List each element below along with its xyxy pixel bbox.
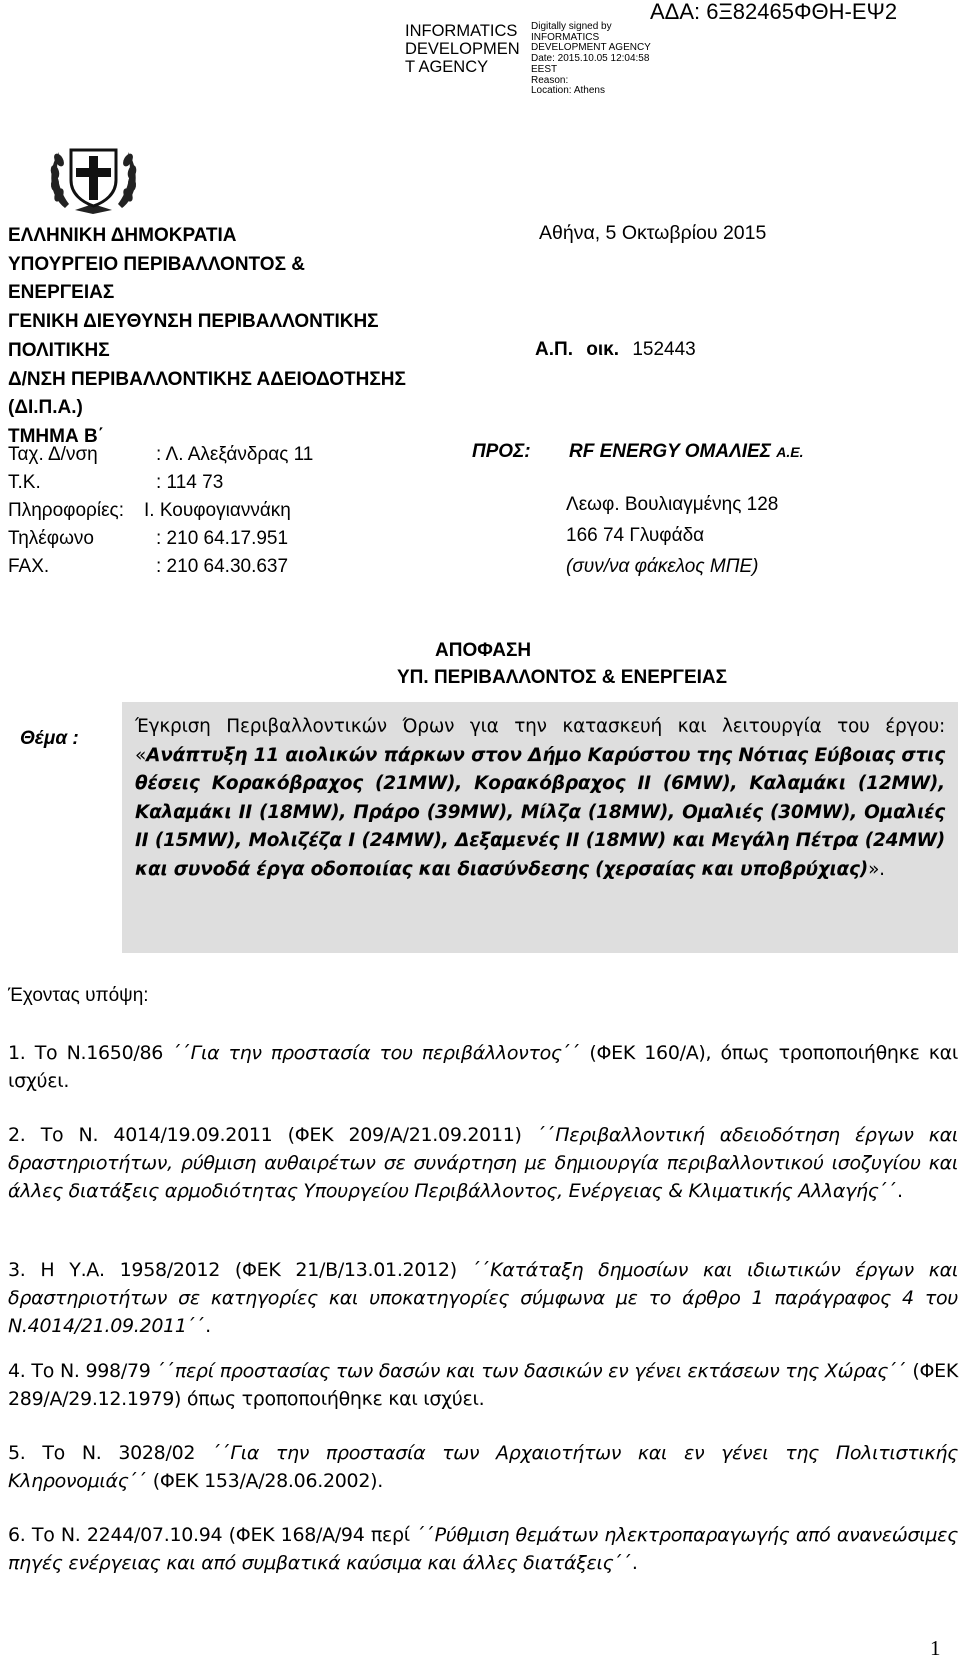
signature-org-line: T AGENCY: [405, 58, 489, 76]
header-line: (ΔΙ.Π.Α.): [8, 397, 83, 419]
subject-intro: Έγκριση Περιβαλλοντικών Όρων για την κατασκευή και λειτουργία του έργου: «: [135, 716, 945, 766]
item-quote: ΄΄: [172, 1042, 191, 1064]
contact-row: [8, 469, 224, 497]
protocol-number: [535, 339, 696, 361]
header-line: ΕΝΕΡΓΕΙΑΣ: [8, 282, 115, 304]
recipient-address-line: 166 74 Γλυφάδα: [566, 525, 705, 546]
item-number: 2.: [8, 1124, 26, 1146]
signature-org-line: DEVELOPMEN: [405, 40, 520, 58]
subject-end: ».: [868, 858, 885, 880]
subject-label: Θέμα :: [20, 728, 79, 749]
header-line: ΠΟΛΙΤΙΚΗΣ: [8, 339, 110, 361]
contact-label: Ταχ. Δ/νση: [8, 444, 98, 465]
item-quote: ΄΄: [888, 1360, 907, 1382]
item-pre: Το Ν.1650/86: [34, 1042, 173, 1064]
item-pre: Το Ν. 2244/07.10.94 (ΦΕΚ 168/Α/94 περί: [31, 1524, 417, 1546]
contact-value: : Λ. Αλεξάνδρας 11: [156, 444, 314, 465]
item-number: 6.: [8, 1524, 26, 1546]
item-title: Για την προστασία των Αρχαιοτήτων και εν γένει της Πολιτιστικής Κληρονομιάς: [8, 1442, 958, 1492]
contact-value: : 210 64.17.951: [156, 528, 289, 549]
recipient-name: [569, 441, 803, 463]
signature-details: [531, 22, 651, 97]
header-line: ΥΠΟΥΡΓΕΙΟ ΠΕΡΙΒΑΛΛΟΝΤΟΣ &: [8, 253, 305, 275]
protocol-value: 152443: [632, 339, 696, 360]
contact-row: [8, 497, 291, 525]
page-number: 1: [930, 1636, 941, 1660]
item-number: 3.: [8, 1259, 26, 1281]
item-pre: Το Ν. 998/79: [31, 1360, 157, 1382]
legal-basis-item: [8, 1439, 958, 1495]
recipient-label: ΠΡΟΣ:: [472, 441, 531, 462]
item-quote: ΄΄: [416, 1524, 435, 1546]
contact-label: Τηλέφωνο: [8, 528, 94, 549]
contact-details: [8, 441, 314, 581]
item-quote: ΄΄: [471, 1259, 491, 1281]
header-line: ΤΜΗΜΑ Β΄: [8, 425, 105, 447]
signature-organization: [405, 22, 520, 76]
recipient-address-line: Λεωφ. Βουλιαγμένης 128: [566, 494, 779, 515]
legal-basis-item: [8, 1521, 958, 1577]
item-quote: ΄΄: [128, 1470, 147, 1492]
signature-meta-line: Location: Athens: [531, 85, 605, 97]
ada-code: ΑΔΑ: 6Ξ82465ΦΘΗ-ΕΨ2: [650, 0, 898, 24]
protocol-oik: οικ.: [586, 339, 620, 360]
contact-value: : 210 64.30.637: [156, 556, 289, 577]
item-pre: Η Υ.Α. 1958/2012 (ΦΕΚ 21/Β/13.01.2012): [40, 1259, 472, 1281]
contact-value: Ι. Κουφογιαννάκη: [144, 500, 291, 521]
contact-label: Πληροφορίες:: [8, 500, 124, 521]
legal-basis-item: [8, 1256, 958, 1340]
header-line: Δ/ΝΣΗ ΠΕΡΙΒΑΛΛΟΝΤΙΚΗΣ ΑΔΕΙΟΔΟΤΗΣΗΣ: [8, 368, 406, 390]
document-authority: ΥΠ. ΠΕΡΙΒΑΛΛΟΝΤΟΣ & ΕΝΕΡΓΕΙΑΣ: [397, 667, 728, 688]
item-post: .: [631, 1552, 638, 1574]
signature-meta-line: EEST: [531, 63, 558, 75]
signature-meta-line: Digitally signed by: [531, 21, 612, 32]
item-title: Περιβαλλοντική αδειοδότηση έργων και δραστηριοτήτων, ρύθμιση αυθαιρέτων σε συνάρτηση με δημιουργία περιβαλλοντικού ισοζυγίου και άλλες διατάξεις αρμοδιότητας Υπουργείου Περιβάλλοντος, Ενέργειας & Κλιματικής Αλλαγής: [8, 1124, 958, 1202]
item-post: .: [205, 1315, 211, 1337]
item-title: Κατάταξη δημοσίων και ιδιωτικών έργων και δραστηριοτήτων σε κατηγορίες και υποκατηγορίες σύμφωνα με το άρθρο 1 παράγραφος 4 του Ν.4014/21.09.2011: [8, 1259, 958, 1337]
item-quote: ΄΄: [561, 1042, 581, 1064]
contact-row: [8, 525, 289, 553]
header-line: ΕΛΛΗΝΙΚΗ ΔΗΜΟΚΡΑΤΙΑ: [8, 225, 237, 246]
subject-text: [135, 713, 945, 884]
item-quote: ΄΄: [156, 1360, 175, 1382]
legal-basis-item: [8, 1121, 958, 1205]
item-pre: Το Ν. 3028/02: [42, 1442, 212, 1464]
considering-heading: Έχοντας υπόψη:: [8, 985, 149, 1006]
header-line: ΓΕΝΙΚΗ ΔΙΕΥΘΥΝΣΗ ΠΕΡΙΒΑΛΛΟΝΤΙΚΗΣ: [8, 311, 379, 333]
item-title: περί προστασίας των δασών και των δασικών εν γένει εκτάσεων της Χώρας: [174, 1360, 889, 1382]
item-number: 4.: [8, 1360, 26, 1382]
item-quote: ΄΄: [212, 1442, 231, 1464]
item-title: Για την προστασία του περιβάλλοντος: [190, 1042, 562, 1064]
signature-meta-line: INFORMATICS: [531, 31, 600, 43]
item-post: (ΦΕΚ 289/Α/29.12.1979) όπως τροποποιήθηκε και ισχύει.: [8, 1360, 959, 1410]
subject-project: Ανάπτυξη 11 αιολικών πάρκων στον Δήμο Καρύστου της Νότιας Εύβοιας στις θέσεις Κορακόβραχος (21MW), Κορακόβραχος ΙΙ (6MW), Καλαμάκι (12MW), Καλαμάκι ΙΙ (18MW), Πράρο (39MW), Μίλζα (18MW), Ομαλιές (30MW), Ομαλιές ΙΙ (15MW), Μολιζέζα Ι (24MW), Δεξαμενές ΙΙ (18MW) και Μεγάλη Πέτρα (24MW) και συνοδά έργα οδοποιίας και διασύνδεσης (χερσαίας και υποβρύχιας): [135, 744, 945, 880]
item-number: 5.: [8, 1442, 26, 1464]
signature-meta-line: DEVELOPMENT AGENCY: [531, 42, 651, 54]
legal-basis-item: [8, 1039, 958, 1095]
legal-basis-item: [8, 1357, 958, 1413]
contact-label: Τ.Κ.: [8, 472, 41, 493]
item-quote: ΄΄: [613, 1552, 632, 1574]
item-post: .: [897, 1180, 903, 1202]
item-quote: ΄΄: [878, 1180, 898, 1202]
contact-label: FAX.: [8, 556, 50, 577]
signature-meta-line: Date: 2015.10.05 12:04:58: [531, 53, 650, 65]
issuer-header: [8, 222, 406, 452]
recipient-company: RF ENERGY ΟΜΑΛΙΕΣ: [569, 441, 771, 462]
recipient-suffix: Α.Ε.: [776, 444, 804, 460]
signature-org-line: INFORMATICS: [405, 22, 518, 40]
signature-meta-line: Reason:: [531, 74, 569, 86]
item-post: (ΦΕΚ 160/Α), όπως τροποποιήθηκε και ισχύει.: [8, 1042, 958, 1092]
document-date: Αθήνα, 5 Οκτωβρίου 2015: [539, 222, 767, 244]
item-title: Ρύθμιση θεμάτων ηλεκτροπαραγωγής από ανανεώσιμες πηγές ενέργειας και από συμβατικά καύσιμα και άλλες διατάξεις: [8, 1524, 958, 1574]
item-quote: ΄΄: [186, 1315, 206, 1337]
item-quote: ΄΄: [536, 1124, 556, 1146]
item-number: 1.: [8, 1042, 26, 1064]
item-pre: Το Ν. 4014/19.09.2011 (ΦΕΚ 209/Α/21.09.2011): [40, 1124, 537, 1146]
contact-row: [8, 553, 289, 581]
greek-state-emblem-icon: [35, 126, 152, 220]
protocol-label: Α.Π.: [535, 339, 573, 360]
contact-value: : 114 73: [156, 472, 224, 493]
contact-row: [8, 441, 314, 469]
item-post: (ΦΕΚ 153/Α/28.06.2002).: [146, 1470, 383, 1492]
recipient-address-line: (συν/να φάκελος ΜΠΕ): [566, 556, 759, 577]
document-title: ΑΠΟΦΑΣΗ: [435, 640, 532, 661]
